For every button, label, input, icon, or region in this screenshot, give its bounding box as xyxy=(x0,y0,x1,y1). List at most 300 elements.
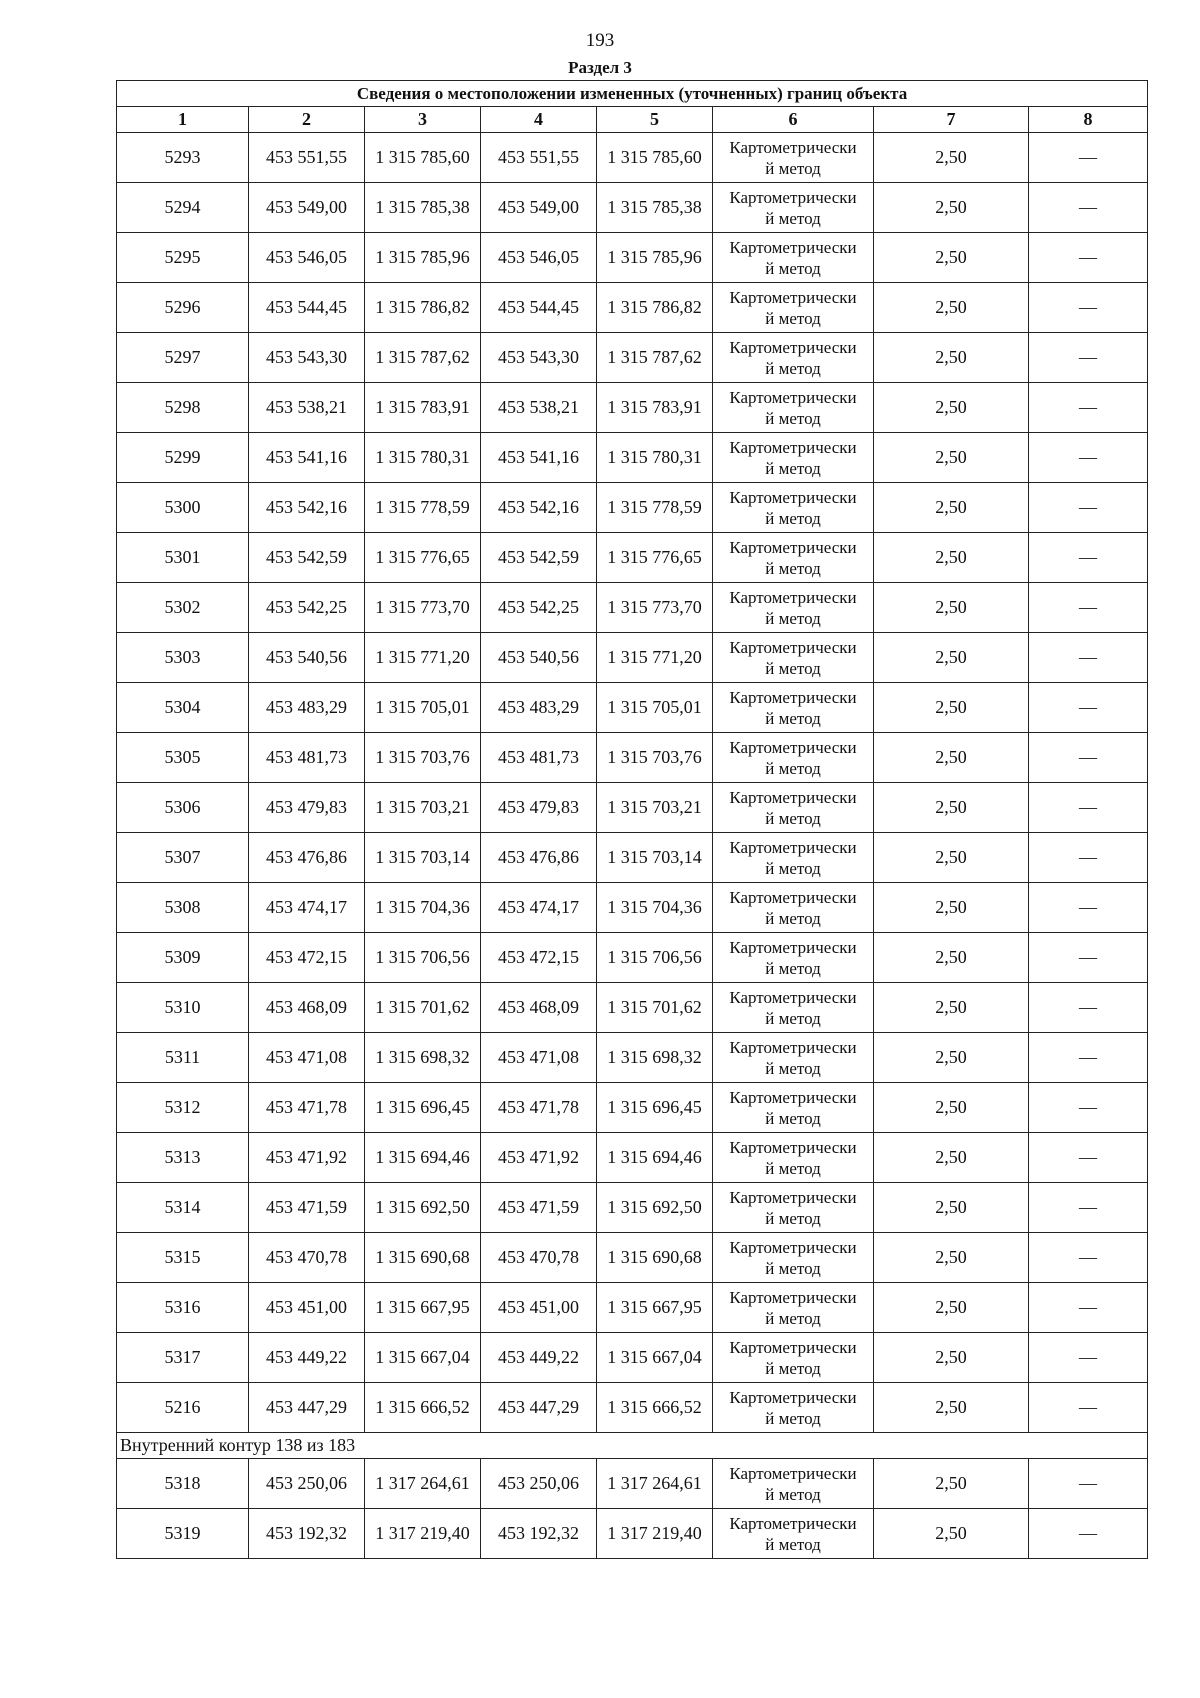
existing-y-cell: 1 315 703,21 xyxy=(365,783,481,833)
method-cell xyxy=(713,1033,874,1083)
existing-x-cell: 453 549,00 xyxy=(249,183,365,233)
accuracy-cell: 2,50 xyxy=(874,1283,1029,1333)
point-number-cell: 5310 xyxy=(117,983,249,1033)
method-cell xyxy=(713,1233,874,1283)
new-y-cell: 1 317 219,40 xyxy=(597,1509,713,1559)
new-y-cell: 1 315 776,65 xyxy=(597,533,713,583)
new-y-cell: 1 315 785,38 xyxy=(597,183,713,233)
description-cell: — xyxy=(1029,1033,1148,1083)
accuracy-cell: 2,50 xyxy=(874,183,1029,233)
new-y-cell: 1 315 703,14 xyxy=(597,833,713,883)
accuracy-cell: 2,50 xyxy=(874,533,1029,583)
table-row xyxy=(117,783,1148,833)
accuracy-cell: 2,50 xyxy=(874,683,1029,733)
new-y-cell: 1 317 264,61 xyxy=(597,1459,713,1509)
existing-x-cell: 453 470,78 xyxy=(249,1233,365,1283)
method-text-line-2: й метод xyxy=(765,1484,821,1504)
method-text-line-2: й метод xyxy=(765,608,821,628)
method-cell xyxy=(713,1509,874,1559)
accuracy-cell: 2,50 xyxy=(874,433,1029,483)
existing-x-cell: 453 468,09 xyxy=(249,983,365,1033)
existing-y-cell: 1 315 785,60 xyxy=(365,133,481,183)
method-text-line-1: Картометрически xyxy=(729,237,857,257)
existing-y-cell: 1 315 701,62 xyxy=(365,983,481,1033)
existing-y-cell: 1 317 264,61 xyxy=(365,1459,481,1509)
table-row xyxy=(117,483,1148,533)
description-cell: — xyxy=(1029,1133,1148,1183)
description-cell: — xyxy=(1029,733,1148,783)
table-row xyxy=(117,1183,1148,1233)
existing-x-cell: 453 449,22 xyxy=(249,1333,365,1383)
existing-x-cell: 453 544,45 xyxy=(249,283,365,333)
description-cell: — xyxy=(1029,133,1148,183)
method-text-line-2: й метод xyxy=(765,1058,821,1078)
new-x-cell: 453 476,86 xyxy=(481,833,597,883)
new-y-cell: 1 315 698,32 xyxy=(597,1033,713,1083)
new-x-cell: 453 479,83 xyxy=(481,783,597,833)
description-cell: — xyxy=(1029,683,1148,733)
new-x-cell: 453 546,05 xyxy=(481,233,597,283)
new-y-cell: 1 315 786,82 xyxy=(597,283,713,333)
method-text-line-1: Картометрически xyxy=(729,1337,857,1357)
point-number-cell: 5309 xyxy=(117,933,249,983)
existing-y-cell: 1 315 703,14 xyxy=(365,833,481,883)
method-cell xyxy=(713,333,874,383)
description-cell: — xyxy=(1029,1383,1148,1433)
existing-x-cell: 453 551,55 xyxy=(249,133,365,183)
new-y-cell: 1 315 704,36 xyxy=(597,883,713,933)
method-cell xyxy=(713,983,874,1033)
new-y-cell: 1 315 703,76 xyxy=(597,733,713,783)
existing-x-cell: 453 542,25 xyxy=(249,583,365,633)
description-cell: — xyxy=(1029,1459,1148,1509)
new-x-cell: 453 192,32 xyxy=(481,1509,597,1559)
description-cell: — xyxy=(1029,783,1148,833)
method-text-line-2: й метод xyxy=(765,658,821,678)
existing-y-cell: 1 315 696,45 xyxy=(365,1083,481,1133)
existing-x-cell: 453 542,59 xyxy=(249,533,365,583)
existing-x-cell: 453 541,16 xyxy=(249,433,365,483)
method-text-line-2: й метод xyxy=(765,1408,821,1428)
method-text-line-1: Картометрически xyxy=(729,1187,857,1207)
new-x-cell: 453 474,17 xyxy=(481,883,597,933)
description-cell: — xyxy=(1029,633,1148,683)
point-number-cell: 5305 xyxy=(117,733,249,783)
accuracy-cell: 2,50 xyxy=(874,333,1029,383)
new-x-cell: 453 250,06 xyxy=(481,1459,597,1509)
method-cell xyxy=(713,483,874,533)
section-title: Раздел 3 xyxy=(568,58,632,77)
method-text-line-2: й метод xyxy=(765,308,821,328)
existing-y-cell: 1 315 705,01 xyxy=(365,683,481,733)
description-cell: — xyxy=(1029,833,1148,883)
method-cell xyxy=(713,1459,874,1509)
existing-y-cell: 1 315 776,65 xyxy=(365,533,481,583)
new-y-cell: 1 315 694,46 xyxy=(597,1133,713,1183)
point-number-cell: 5295 xyxy=(117,233,249,283)
column-number-5: 5 xyxy=(597,107,713,133)
new-y-cell: 1 315 705,01 xyxy=(597,683,713,733)
description-cell: — xyxy=(1029,933,1148,983)
table-row xyxy=(117,983,1148,1033)
table-row xyxy=(117,333,1148,383)
new-x-cell: 453 544,45 xyxy=(481,283,597,333)
existing-y-cell: 1 315 785,38 xyxy=(365,183,481,233)
existing-x-cell: 453 546,05 xyxy=(249,233,365,283)
new-y-cell: 1 315 785,60 xyxy=(597,133,713,183)
accuracy-cell: 2,50 xyxy=(874,233,1029,283)
new-x-cell: 453 540,56 xyxy=(481,633,597,683)
method-text-line-1: Картометрически xyxy=(729,1463,857,1483)
existing-y-cell: 1 315 771,20 xyxy=(365,633,481,683)
existing-x-cell: 453 474,17 xyxy=(249,883,365,933)
table-row xyxy=(117,1333,1148,1383)
description-cell: — xyxy=(1029,433,1148,483)
new-y-cell: 1 315 706,56 xyxy=(597,933,713,983)
point-number-cell: 5297 xyxy=(117,333,249,383)
point-number-cell: 5313 xyxy=(117,1133,249,1183)
description-cell: — xyxy=(1029,983,1148,1033)
table-row xyxy=(117,233,1148,283)
existing-y-cell: 1 315 706,56 xyxy=(365,933,481,983)
new-x-cell: 453 543,30 xyxy=(481,333,597,383)
accuracy-cell: 2,50 xyxy=(874,833,1029,883)
new-y-cell: 1 315 787,62 xyxy=(597,333,713,383)
method-text-line-1: Картометрически xyxy=(729,787,857,807)
table-row xyxy=(117,1033,1148,1083)
new-y-cell: 1 315 703,21 xyxy=(597,783,713,833)
point-number-cell: 5308 xyxy=(117,883,249,933)
new-x-cell: 453 542,59 xyxy=(481,533,597,583)
existing-y-cell: 1 315 703,76 xyxy=(365,733,481,783)
existing-x-cell: 453 543,30 xyxy=(249,333,365,383)
new-x-cell: 453 471,08 xyxy=(481,1033,597,1083)
new-x-cell: 453 468,09 xyxy=(481,983,597,1033)
method-text-line-1: Картометрически xyxy=(729,1037,857,1057)
table-row xyxy=(117,933,1148,983)
point-number-cell: 5294 xyxy=(117,183,249,233)
existing-x-cell: 453 447,29 xyxy=(249,1383,365,1433)
accuracy-cell: 2,50 xyxy=(874,733,1029,783)
table-row xyxy=(117,133,1148,183)
description-cell: — xyxy=(1029,333,1148,383)
new-x-cell: 453 481,73 xyxy=(481,733,597,783)
method-text-line-2: й метод xyxy=(765,1534,821,1554)
point-number-cell: 5316 xyxy=(117,1283,249,1333)
point-number-cell: 5312 xyxy=(117,1083,249,1133)
existing-x-cell: 453 471,78 xyxy=(249,1083,365,1133)
new-y-cell: 1 315 696,45 xyxy=(597,1083,713,1133)
new-y-cell: 1 315 666,52 xyxy=(597,1383,713,1433)
description-cell: — xyxy=(1029,1333,1148,1383)
method-cell xyxy=(713,433,874,483)
point-number-cell: 5315 xyxy=(117,1233,249,1283)
new-x-cell: 453 451,00 xyxy=(481,1283,597,1333)
point-number-cell: 5298 xyxy=(117,383,249,433)
new-y-cell: 1 315 773,70 xyxy=(597,583,713,633)
method-cell xyxy=(713,183,874,233)
method-text-line-1: Картометрически xyxy=(729,1237,857,1257)
method-cell xyxy=(713,733,874,783)
method-text-line-1: Картометрически xyxy=(729,737,857,757)
new-x-cell: 453 471,92 xyxy=(481,1133,597,1183)
point-number-cell: 5307 xyxy=(117,833,249,883)
new-x-cell: 453 472,15 xyxy=(481,933,597,983)
existing-y-cell: 1 315 778,59 xyxy=(365,483,481,533)
existing-y-cell: 1 315 667,95 xyxy=(365,1283,481,1333)
point-number-cell: 5299 xyxy=(117,433,249,483)
accuracy-cell: 2,50 xyxy=(874,633,1029,683)
description-cell: — xyxy=(1029,1283,1148,1333)
accuracy-cell: 2,50 xyxy=(874,1333,1029,1383)
method-text-line-2: й метод xyxy=(765,408,821,428)
existing-x-cell: 453 250,06 xyxy=(249,1459,365,1509)
existing-y-cell: 1 315 694,46 xyxy=(365,1133,481,1183)
new-x-cell: 453 447,29 xyxy=(481,1383,597,1433)
new-y-cell: 1 315 692,50 xyxy=(597,1183,713,1233)
description-cell: — xyxy=(1029,183,1148,233)
description-cell: — xyxy=(1029,883,1148,933)
new-x-cell: 453 551,55 xyxy=(481,133,597,183)
table-row xyxy=(117,683,1148,733)
table-row xyxy=(117,833,1148,883)
method-cell xyxy=(713,633,874,683)
method-text-line-2: й метод xyxy=(765,1208,821,1228)
method-text-line-2: й метод xyxy=(765,1008,821,1028)
method-cell xyxy=(713,933,874,983)
accuracy-cell: 2,50 xyxy=(874,383,1029,433)
boundary-table xyxy=(116,80,1148,1559)
new-x-cell: 453 538,21 xyxy=(481,383,597,433)
new-y-cell: 1 315 780,31 xyxy=(597,433,713,483)
table-row xyxy=(117,433,1148,483)
point-number-cell: 5300 xyxy=(117,483,249,533)
table-row xyxy=(117,383,1148,433)
table-row xyxy=(117,733,1148,783)
description-cell: — xyxy=(1029,1183,1148,1233)
method-text-line-1: Картометрически xyxy=(729,1137,857,1157)
accuracy-cell: 2,50 xyxy=(874,1459,1029,1509)
method-cell xyxy=(713,1183,874,1233)
new-y-cell: 1 315 771,20 xyxy=(597,633,713,683)
method-text-line-1: Картометрически xyxy=(729,137,857,157)
accuracy-cell: 2,50 xyxy=(874,133,1029,183)
point-number-cell: 5306 xyxy=(117,783,249,833)
accuracy-cell: 2,50 xyxy=(874,583,1029,633)
method-text-line-1: Картометрически xyxy=(729,287,857,307)
existing-y-cell: 1 315 698,32 xyxy=(365,1033,481,1083)
table-row xyxy=(117,1383,1148,1433)
table-row xyxy=(117,1233,1148,1283)
table-body xyxy=(117,133,1148,1559)
method-text-line-2: й метод xyxy=(765,1358,821,1378)
table-row xyxy=(117,283,1148,333)
method-text-line-1: Картометрически xyxy=(729,387,857,407)
new-y-cell: 1 315 783,91 xyxy=(597,383,713,433)
method-cell xyxy=(713,283,874,333)
accuracy-cell: 2,50 xyxy=(874,1183,1029,1233)
page-number: 193 xyxy=(585,30,615,51)
method-cell xyxy=(713,133,874,183)
method-text-line-2: й метод xyxy=(765,358,821,378)
method-cell xyxy=(713,383,874,433)
existing-x-cell: 453 476,86 xyxy=(249,833,365,883)
method-cell xyxy=(713,1083,874,1133)
existing-y-cell: 1 317 219,40 xyxy=(365,1509,481,1559)
method-cell xyxy=(713,233,874,283)
new-x-cell: 453 541,16 xyxy=(481,433,597,483)
point-number-cell: 5311 xyxy=(117,1033,249,1083)
method-cell xyxy=(713,583,874,633)
method-cell xyxy=(713,1333,874,1383)
accuracy-cell: 2,50 xyxy=(874,1509,1029,1559)
table-row xyxy=(117,583,1148,633)
method-text-line-1: Картометрически xyxy=(729,537,857,557)
point-number-cell: 5304 xyxy=(117,683,249,733)
method-cell xyxy=(713,1283,874,1333)
existing-y-cell: 1 315 667,04 xyxy=(365,1333,481,1383)
point-number-cell: 5319 xyxy=(117,1509,249,1559)
accuracy-cell: 2,50 xyxy=(874,283,1029,333)
method-text-line-2: й метод xyxy=(765,758,821,778)
existing-y-cell: 1 315 690,68 xyxy=(365,1233,481,1283)
new-x-cell: 453 549,00 xyxy=(481,183,597,233)
method-text-line-2: й метод xyxy=(765,1158,821,1178)
table-row xyxy=(117,1459,1148,1509)
column-number-4: 4 xyxy=(481,107,597,133)
table-row xyxy=(117,183,1148,233)
existing-y-cell: 1 315 787,62 xyxy=(365,333,481,383)
accuracy-cell: 2,50 xyxy=(874,1233,1029,1283)
method-text-line-1: Картометрически xyxy=(729,1513,857,1533)
method-text-line-1: Картометрически xyxy=(729,837,857,857)
column-number-3: 3 xyxy=(365,107,481,133)
table-row xyxy=(117,533,1148,583)
method-text-line-1: Картометрически xyxy=(729,987,857,1007)
contour-label-row xyxy=(117,1433,1148,1459)
existing-x-cell: 453 483,29 xyxy=(249,683,365,733)
table-row xyxy=(117,1133,1148,1183)
description-cell: — xyxy=(1029,483,1148,533)
method-text-line-2: й метод xyxy=(765,1308,821,1328)
point-number-cell: 5317 xyxy=(117,1333,249,1383)
existing-x-cell: 453 192,32 xyxy=(249,1509,365,1559)
description-cell: — xyxy=(1029,1509,1148,1559)
accuracy-cell: 2,50 xyxy=(874,1033,1029,1083)
method-text-line-2: й метод xyxy=(765,208,821,228)
method-text-line-1: Картометрически xyxy=(729,1287,857,1307)
method-cell xyxy=(713,833,874,883)
existing-y-cell: 1 315 785,96 xyxy=(365,233,481,283)
new-x-cell: 453 471,59 xyxy=(481,1183,597,1233)
point-number-cell: 5216 xyxy=(117,1383,249,1433)
point-number-cell: 5314 xyxy=(117,1183,249,1233)
existing-y-cell: 1 315 666,52 xyxy=(365,1383,481,1433)
method-text-line-2: й метод xyxy=(765,258,821,278)
new-x-cell: 453 471,78 xyxy=(481,1083,597,1133)
method-cell xyxy=(713,1383,874,1433)
existing-x-cell: 453 481,73 xyxy=(249,733,365,783)
table-row xyxy=(117,1509,1148,1559)
accuracy-cell: 2,50 xyxy=(874,1083,1029,1133)
accuracy-cell: 2,50 xyxy=(874,483,1029,533)
accuracy-cell: 2,50 xyxy=(874,983,1029,1033)
method-text-line-2: й метод xyxy=(765,558,821,578)
accuracy-cell: 2,50 xyxy=(874,933,1029,983)
point-number-cell: 5296 xyxy=(117,283,249,333)
accuracy-cell: 2,50 xyxy=(874,883,1029,933)
method-cell xyxy=(713,683,874,733)
method-cell xyxy=(713,1133,874,1183)
method-text-line-1: Картометрически xyxy=(729,687,857,707)
table-caption: Сведения о местоположении измененных (уточненных) границ объекта xyxy=(117,81,1148,107)
method-text-line-1: Картометрически xyxy=(729,337,857,357)
column-number-6: 6 xyxy=(713,107,874,133)
method-text-line-1: Картометрически xyxy=(729,937,857,957)
method-text-line-1: Картометрически xyxy=(729,187,857,207)
column-number-row xyxy=(117,107,1148,133)
existing-y-cell: 1 315 704,36 xyxy=(365,883,481,933)
table-row xyxy=(117,1283,1148,1333)
table-row xyxy=(117,883,1148,933)
method-cell xyxy=(713,883,874,933)
description-cell: — xyxy=(1029,1233,1148,1283)
method-text-line-1: Картометрически xyxy=(729,437,857,457)
point-number-cell: 5301 xyxy=(117,533,249,583)
method-cell xyxy=(713,533,874,583)
accuracy-cell: 2,50 xyxy=(874,1383,1029,1433)
new-y-cell: 1 315 785,96 xyxy=(597,233,713,283)
method-text-line-2: й метод xyxy=(765,1108,821,1128)
method-text-line-1: Картометрически xyxy=(729,1387,857,1407)
existing-y-cell: 1 315 780,31 xyxy=(365,433,481,483)
method-text-line-2: й метод xyxy=(765,508,821,528)
existing-x-cell: 453 472,15 xyxy=(249,933,365,983)
column-number-1: 1 xyxy=(117,107,249,133)
point-number-cell: 5293 xyxy=(117,133,249,183)
existing-x-cell: 453 451,00 xyxy=(249,1283,365,1333)
column-number-2: 2 xyxy=(249,107,365,133)
point-number-cell: 5318 xyxy=(117,1459,249,1509)
accuracy-cell: 2,50 xyxy=(874,1133,1029,1183)
existing-y-cell: 1 315 783,91 xyxy=(365,383,481,433)
method-text-line-1: Картометрически xyxy=(729,487,857,507)
description-cell: — xyxy=(1029,233,1148,283)
method-text-line-2: й метод xyxy=(765,808,821,828)
new-x-cell: 453 542,16 xyxy=(481,483,597,533)
method-text-line-2: й метод xyxy=(765,458,821,478)
method-text-line-1: Картометрически xyxy=(729,587,857,607)
existing-x-cell: 453 538,21 xyxy=(249,383,365,433)
contour-label: Внутренний контур 138 из 183 xyxy=(117,1433,1148,1459)
existing-y-cell: 1 315 786,82 xyxy=(365,283,481,333)
new-y-cell: 1 315 690,68 xyxy=(597,1233,713,1283)
method-text-line-2: й метод xyxy=(765,1258,821,1278)
table-row xyxy=(117,633,1148,683)
existing-x-cell: 453 542,16 xyxy=(249,483,365,533)
new-x-cell: 453 470,78 xyxy=(481,1233,597,1283)
method-text-line-1: Картометрически xyxy=(729,1087,857,1107)
new-y-cell: 1 315 701,62 xyxy=(597,983,713,1033)
description-cell: — xyxy=(1029,1083,1148,1133)
new-x-cell: 453 449,22 xyxy=(481,1333,597,1383)
point-number-cell: 5303 xyxy=(117,633,249,683)
existing-y-cell: 1 315 692,50 xyxy=(365,1183,481,1233)
method-text-line-2: й метод xyxy=(765,908,821,928)
existing-x-cell: 453 471,92 xyxy=(249,1133,365,1183)
description-cell: — xyxy=(1029,283,1148,333)
description-cell: — xyxy=(1029,533,1148,583)
